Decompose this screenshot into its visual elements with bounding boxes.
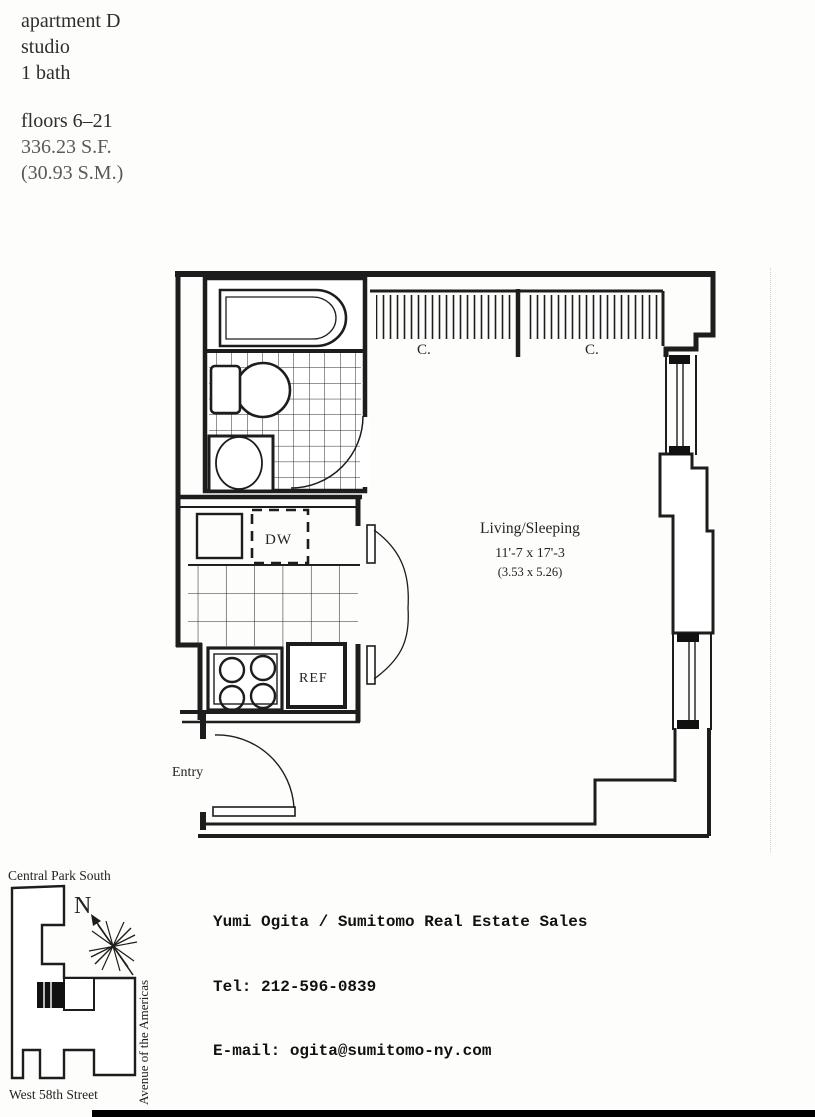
- bathtub: [220, 290, 346, 346]
- dishwasher-label: DW: [265, 532, 292, 548]
- site-map: [5, 865, 195, 1113]
- north-compass: [74, 893, 137, 975]
- entry-door: [172, 735, 295, 816]
- toilet: [211, 363, 290, 417]
- entry-label: Entry: [172, 765, 204, 780]
- closets: [370, 289, 663, 358]
- bathroom: [205, 278, 370, 491]
- kitchen-double-doors: [367, 525, 408, 684]
- agent-phone: Tel: 212-596-0839: [213, 977, 377, 996]
- bath-count: 1 bath: [21, 62, 71, 84]
- street-top-label: Central Park South: [8, 868, 111, 883]
- building-courtyard: [64, 978, 94, 1010]
- apartment-name: apartment D: [21, 10, 121, 32]
- agent-name: Yumi Ogita / Sumitomo Real Estate Sales: [213, 913, 588, 931]
- right-wall-pier: [660, 454, 713, 633]
- agent-email: E-mail: ogita@sumitomo-ny.com: [213, 1042, 492, 1060]
- scan-artifact-line: [770, 268, 771, 853]
- floors-range: floors 6–21: [21, 110, 113, 132]
- spacer: [21, 86, 123, 108]
- closet-rod-hatch-left: [376, 295, 512, 339]
- north-label: N: [74, 893, 92, 919]
- closet-right-label: C.: [585, 342, 599, 358]
- living-dims-m: (3.53 x 5.26): [497, 565, 563, 579]
- north-arrowhead: [91, 914, 101, 926]
- contact-block: [213, 869, 587, 1084]
- closet-left-label: C.: [417, 342, 431, 358]
- refrigerator-label: REF: [299, 671, 328, 686]
- kitchen-tile-floor: [188, 565, 358, 646]
- bathroom-sink: [209, 436, 273, 491]
- apartment-info: [21, 8, 123, 186]
- area-sf: 336.23 S.F.: [21, 136, 112, 158]
- unit-type: studio: [21, 36, 70, 58]
- refrigerator: [288, 644, 345, 707]
- window-upper: [666, 355, 696, 455]
- kitchen-sink: [197, 514, 242, 558]
- scan-edge-bar: [92, 1110, 815, 1117]
- living-room-label: Living/Sleeping: [480, 520, 580, 537]
- street-bottom-label: West 58th Street: [9, 1087, 98, 1102]
- kitchen: [178, 495, 408, 722]
- living-sleeping-area: [480, 520, 580, 579]
- apartment-location-marker: [37, 982, 65, 1008]
- street-right-label: Avenue of the Americas: [136, 979, 151, 1105]
- closet-rod-hatch-right: [526, 295, 660, 339]
- stove: [208, 648, 282, 710]
- area-sm: (30.93 S.M.): [21, 162, 124, 184]
- window-lower: [673, 633, 711, 730]
- floorplan-drawing: [170, 258, 750, 858]
- living-dims-ft: 11'-7 x 17'-3: [495, 546, 565, 561]
